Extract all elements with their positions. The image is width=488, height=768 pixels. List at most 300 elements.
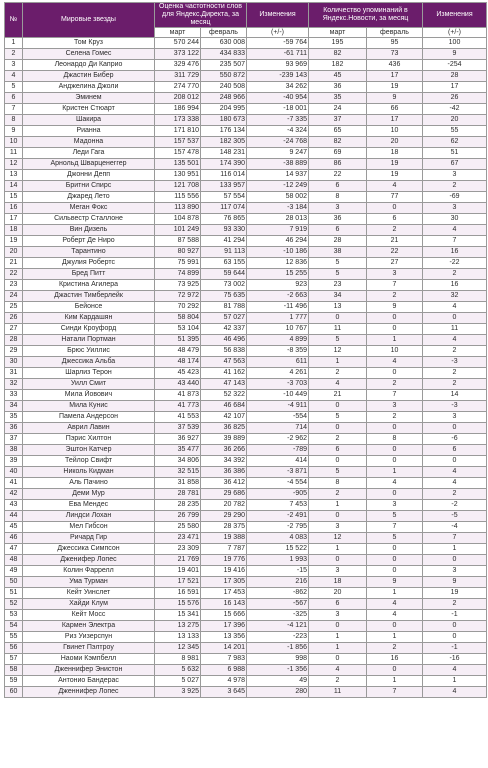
cell-num: 10 (5, 137, 23, 148)
cell-star-name: Джонни Депп (23, 170, 155, 181)
cell-num: 17 (5, 214, 23, 225)
cell-num: 12 (5, 159, 23, 170)
cell-news-march: 22 (309, 170, 367, 181)
cell-num: 47 (5, 544, 23, 555)
cell-direct-march: 130 951 (155, 170, 201, 181)
cell-news-march: 0 (309, 511, 367, 522)
table-row (5, 478, 487, 489)
cell-direct-march: 72 972 (155, 291, 201, 302)
cell-news-february: 4 (367, 599, 423, 610)
cell-news-march: 2 (309, 676, 367, 687)
cell-direct-march: 173 338 (155, 115, 201, 126)
cell-direct-change: 15 255 (247, 269, 309, 280)
cell-news-march: 3 (309, 203, 367, 214)
table-row (5, 247, 487, 258)
cell-star-name: Риз Уизерспун (23, 632, 155, 643)
cell-news-change: -22 (423, 258, 487, 269)
cell-direct-change: 28 013 (247, 214, 309, 225)
cell-num: 56 (5, 643, 23, 654)
table-row (5, 137, 487, 148)
cell-num: 34 (5, 401, 23, 412)
cell-direct-february: 34 392 (201, 456, 247, 467)
cell-direct-march: 87 588 (155, 236, 201, 247)
cell-num: 8 (5, 115, 23, 126)
cell-direct-change: -2 795 (247, 522, 309, 533)
cell-news-february: 5 (367, 533, 423, 544)
cell-news-change: 4 (423, 478, 487, 489)
cell-direct-february: 73 002 (201, 280, 247, 291)
cell-direct-change: -789 (247, 445, 309, 456)
cell-num: 37 (5, 434, 23, 445)
cell-news-change: -2 (423, 500, 487, 511)
cell-direct-february: 6 988 (201, 665, 247, 676)
cell-direct-february: 248 966 (201, 93, 247, 104)
cell-direct-february: 19 388 (201, 533, 247, 544)
cell-star-name: Кейт Уинслет (23, 588, 155, 599)
cell-news-change: 16 (423, 280, 487, 291)
cell-star-name: Том Круз (23, 38, 155, 49)
table-row (5, 423, 487, 434)
cell-news-march: 0 (309, 401, 367, 412)
cell-star-name: Джастин Тимберлейк (23, 291, 155, 302)
cell-star-name: Дженнифер Энистон (23, 665, 155, 676)
cell-news-march: 13 (309, 302, 367, 313)
cell-num: 45 (5, 522, 23, 533)
cell-news-march: 82 (309, 137, 367, 148)
cell-direct-february: 630 008 (201, 38, 247, 49)
cell-num: 31 (5, 368, 23, 379)
cell-news-march: 5 (309, 269, 367, 280)
cell-news-february: 3 (367, 269, 423, 280)
cell-direct-march: 171 810 (155, 126, 201, 137)
cell-direct-march: 25 580 (155, 522, 201, 533)
cell-news-change: 7 (423, 236, 487, 247)
cell-star-name: Джастин Бибер (23, 71, 155, 82)
cell-direct-february: 56 838 (201, 346, 247, 357)
cell-news-change: 67 (423, 159, 487, 170)
cell-direct-change: 4 899 (247, 335, 309, 346)
cell-direct-february: 76 865 (201, 214, 247, 225)
cell-direct-march: 101 249 (155, 225, 201, 236)
cell-num: 9 (5, 126, 23, 137)
cell-direct-february: 182 305 (201, 137, 247, 148)
header-february: февраль (201, 28, 247, 38)
cell-news-march: 65 (309, 126, 367, 137)
cell-direct-change: 7 453 (247, 500, 309, 511)
cell-direct-change: 611 (247, 357, 309, 368)
cell-news-march: 0 (309, 423, 367, 434)
cell-star-name: Ума Турман (23, 577, 155, 588)
cell-num: 29 (5, 346, 23, 357)
cell-direct-february: 14 201 (201, 643, 247, 654)
cell-direct-change: -2 491 (247, 511, 309, 522)
cell-news-march: 11 (309, 687, 367, 698)
cell-news-february: 27 (367, 258, 423, 269)
cell-star-name: Аврил Лавин (23, 423, 155, 434)
cell-news-february: 0 (367, 203, 423, 214)
cell-news-february: 1 (367, 632, 423, 643)
cell-news-february: 22 (367, 247, 423, 258)
cell-num: 41 (5, 478, 23, 489)
cell-news-march: 24 (309, 104, 367, 115)
table-row (5, 313, 487, 324)
cell-news-march: 5 (309, 412, 367, 423)
cell-direct-february: 20 782 (201, 500, 247, 511)
cell-news-february: 0 (367, 555, 423, 566)
cell-news-march: 4 (309, 665, 367, 676)
cell-star-name: Натали Портман (23, 335, 155, 346)
cell-direct-change: 93 969 (247, 60, 309, 71)
cell-star-name: Антонио Бандерас (23, 676, 155, 687)
table-row (5, 577, 487, 588)
cell-star-name: Деми Мур (23, 489, 155, 500)
cell-star-name: Сильвестр Сталлоне (23, 214, 155, 225)
cell-direct-march: 15 576 (155, 599, 201, 610)
cell-news-march: 0 (309, 313, 367, 324)
cell-news-march: 5 (309, 335, 367, 346)
cell-num: 25 (5, 302, 23, 313)
cell-num: 50 (5, 577, 23, 588)
table-row (5, 291, 487, 302)
table-row (5, 379, 487, 390)
cell-news-march: 21 (309, 390, 367, 401)
cell-direct-march: 135 501 (155, 159, 201, 170)
cell-news-change: 4 (423, 467, 487, 478)
cell-news-change: 0 (423, 313, 487, 324)
cell-num: 2 (5, 49, 23, 60)
cell-direct-march: 5 632 (155, 665, 201, 676)
cell-direct-february: 117 074 (201, 203, 247, 214)
cell-news-february: 4 (367, 357, 423, 368)
cell-direct-march: 53 104 (155, 324, 201, 335)
cell-star-name: Бред Питт (23, 269, 155, 280)
cell-num: 57 (5, 654, 23, 665)
cell-news-march: 3 (309, 610, 367, 621)
cell-direct-change: -4 911 (247, 401, 309, 412)
cell-num: 58 (5, 665, 23, 676)
cell-star-name: Джессика Альба (23, 357, 155, 368)
cell-num: 43 (5, 500, 23, 511)
cell-news-change: 9 (423, 49, 487, 60)
cell-news-march: 1 (309, 357, 367, 368)
cell-news-change: 2 (423, 181, 487, 192)
cell-direct-change: 58 002 (247, 192, 309, 203)
cell-direct-change: -8 359 (247, 346, 309, 357)
cell-news-march: 8 (309, 478, 367, 489)
cell-news-change: 4 (423, 687, 487, 698)
cell-num: 33 (5, 390, 23, 401)
cell-direct-february: 19 776 (201, 555, 247, 566)
cell-direct-february: 47 563 (201, 357, 247, 368)
cell-num: 39 (5, 456, 23, 467)
cell-num: 15 (5, 192, 23, 203)
cell-direct-change: 7 919 (247, 225, 309, 236)
cell-news-march: 34 (309, 291, 367, 302)
cell-direct-march: 17 521 (155, 577, 201, 588)
cell-direct-march: 13 133 (155, 632, 201, 643)
cell-star-name: Леди Гага (23, 148, 155, 159)
cell-news-change: 2 (423, 599, 487, 610)
header-num: № (5, 3, 23, 38)
cell-star-name: Рианна (23, 126, 155, 137)
table-row (5, 148, 487, 159)
cell-news-change: 30 (423, 214, 487, 225)
cell-direct-february: 81 788 (201, 302, 247, 313)
cell-direct-change: 998 (247, 654, 309, 665)
cell-star-name: Дженифер Лопес (23, 555, 155, 566)
cell-direct-march: 208 012 (155, 93, 201, 104)
cell-direct-change: -11 496 (247, 302, 309, 313)
cell-news-march: 28 (309, 236, 367, 247)
cell-direct-change: -239 143 (247, 71, 309, 82)
cell-direct-march: 26 799 (155, 511, 201, 522)
table-row (5, 456, 487, 467)
cell-news-february: 16 (367, 654, 423, 665)
cell-news-march: 3 (309, 522, 367, 533)
cell-news-february: 1 (367, 335, 423, 346)
cell-star-name: Ричард Гир (23, 533, 155, 544)
cell-direct-change: -10 449 (247, 390, 309, 401)
cell-direct-change: -325 (247, 610, 309, 621)
cell-news-february: 2 (367, 412, 423, 423)
cell-news-march: 182 (309, 60, 367, 71)
cell-star-name: Меган Фокс (23, 203, 155, 214)
cell-news-february: 0 (367, 445, 423, 456)
cell-news-march: 1 (309, 500, 367, 511)
cell-direct-february: 19 416 (201, 566, 247, 577)
cell-news-march: 23 (309, 280, 367, 291)
cell-direct-change: -4 554 (247, 478, 309, 489)
cell-direct-march: 34 806 (155, 456, 201, 467)
cell-news-february: 19 (367, 82, 423, 93)
cell-news-change: -6 (423, 434, 487, 445)
cell-news-change: 14 (423, 390, 487, 401)
table-row (5, 687, 487, 698)
cell-num: 52 (5, 599, 23, 610)
cell-direct-february: 29 686 (201, 489, 247, 500)
table-row (5, 599, 487, 610)
cell-direct-february: 7 983 (201, 654, 247, 665)
cell-num: 54 (5, 621, 23, 632)
cell-news-march: 12 (309, 346, 367, 357)
cell-num: 20 (5, 247, 23, 258)
cell-news-march: 11 (309, 324, 367, 335)
cell-direct-march: 43 440 (155, 379, 201, 390)
table-row (5, 555, 487, 566)
cell-news-february: 9 (367, 302, 423, 313)
header-yandex-news: Количество упоминаний в Яндекс.Новости, за месяц (309, 3, 423, 28)
cell-num: 30 (5, 357, 23, 368)
cell-news-february: 8 (367, 434, 423, 445)
table-row (5, 214, 487, 225)
cell-news-march: 6 (309, 599, 367, 610)
cell-star-name: Арнольд Шварценеггер (23, 159, 155, 170)
table-row (5, 302, 487, 313)
cell-num: 38 (5, 445, 23, 456)
cell-direct-march: 45 423 (155, 368, 201, 379)
cell-star-name: Пэрис Хилтон (23, 434, 155, 445)
cell-news-change: 26 (423, 93, 487, 104)
cell-star-name: Джессика Симпсон (23, 544, 155, 555)
cell-news-change: 3 (423, 566, 487, 577)
cell-star-name: Кейт Мосс (23, 610, 155, 621)
cell-news-change: -3 (423, 401, 487, 412)
cell-news-march: 0 (309, 555, 367, 566)
cell-news-march: 36 (309, 82, 367, 93)
cell-direct-change: -4 121 (247, 621, 309, 632)
cell-num: 32 (5, 379, 23, 390)
cell-direct-february: 36 825 (201, 423, 247, 434)
cell-news-change: 2 (423, 368, 487, 379)
cell-news-february: 2 (367, 225, 423, 236)
cell-news-change: 62 (423, 137, 487, 148)
cell-direct-change: 923 (247, 280, 309, 291)
header-stars: Мировые звезды (23, 3, 155, 38)
cell-direct-march: 48 174 (155, 357, 201, 368)
cell-star-name: Мила Йовович (23, 390, 155, 401)
cell-news-change: -5 (423, 511, 487, 522)
cell-direct-february: 52 322 (201, 390, 247, 401)
cell-star-name: Кристен Стюарт (23, 104, 155, 115)
table-row (5, 49, 487, 60)
cell-news-march: 6 (309, 225, 367, 236)
cell-direct-march: 311 729 (155, 71, 201, 82)
cell-star-name: Линдси Лохан (23, 511, 155, 522)
cell-direct-march: 21 769 (155, 555, 201, 566)
cell-direct-march: 15 341 (155, 610, 201, 621)
cell-direct-february: 75 635 (201, 291, 247, 302)
cell-direct-march: 3 925 (155, 687, 201, 698)
cell-star-name: Эминем (23, 93, 155, 104)
cell-direct-change: -2 962 (247, 434, 309, 445)
cell-num: 19 (5, 236, 23, 247)
cell-direct-change: 15 522 (247, 544, 309, 555)
cell-direct-change: 4 261 (247, 368, 309, 379)
cell-news-change: 20 (423, 115, 487, 126)
cell-news-february: 2 (367, 643, 423, 654)
cell-news-february: 5 (367, 511, 423, 522)
cell-news-march: 1 (309, 643, 367, 654)
cell-star-name: Хайди Клум (23, 599, 155, 610)
cell-direct-march: 58 804 (155, 313, 201, 324)
cell-news-change: 0 (423, 621, 487, 632)
cell-news-february: 0 (367, 544, 423, 555)
cell-news-february: 0 (367, 423, 423, 434)
cell-direct-february: 16 143 (201, 599, 247, 610)
table-row (5, 159, 487, 170)
cell-direct-march: 37 539 (155, 423, 201, 434)
cell-direct-february: 29 290 (201, 511, 247, 522)
cell-news-change: 3 (423, 203, 487, 214)
cell-news-february: 7 (367, 687, 423, 698)
cell-direct-february: 116 014 (201, 170, 247, 181)
cell-direct-change: -10 186 (247, 247, 309, 258)
cell-num: 13 (5, 170, 23, 181)
table-row (5, 610, 487, 621)
table-row (5, 203, 487, 214)
table-row (5, 104, 487, 115)
cell-star-name: Тарантино (23, 247, 155, 258)
cell-news-march: 35 (309, 93, 367, 104)
cell-direct-march: 19 401 (155, 566, 201, 577)
cell-direct-march: 73 925 (155, 280, 201, 291)
cell-direct-change: -7 335 (247, 115, 309, 126)
cell-news-february: 3 (367, 401, 423, 412)
cell-direct-february: 39 889 (201, 434, 247, 445)
cell-num: 40 (5, 467, 23, 478)
cell-news-february: 95 (367, 38, 423, 49)
cell-direct-change: -223 (247, 632, 309, 643)
cell-direct-february: 41 162 (201, 368, 247, 379)
header-sign-2: (+/-) (423, 28, 487, 38)
cell-direct-february: 17 396 (201, 621, 247, 632)
cell-news-february: 9 (367, 93, 423, 104)
cell-direct-february: 15 666 (201, 610, 247, 621)
cell-direct-change: 4 083 (247, 533, 309, 544)
table-row (5, 676, 487, 687)
cell-direct-february: 240 508 (201, 82, 247, 93)
table-row (5, 93, 487, 104)
cell-news-change: 6 (423, 445, 487, 456)
cell-num: 26 (5, 313, 23, 324)
cell-news-change: 11 (423, 324, 487, 335)
cell-direct-march: 113 890 (155, 203, 201, 214)
cell-num: 48 (5, 555, 23, 566)
cell-star-name: Уилл Смит (23, 379, 155, 390)
cell-news-february: 0 (367, 566, 423, 577)
cell-direct-february: 176 134 (201, 126, 247, 137)
cell-news-march: 36 (309, 214, 367, 225)
cell-direct-february: 28 375 (201, 522, 247, 533)
cell-news-march: 86 (309, 159, 367, 170)
cell-direct-march: 51 395 (155, 335, 201, 346)
cell-star-name: Шакира (23, 115, 155, 126)
cell-direct-february: 133 957 (201, 181, 247, 192)
table-row (5, 82, 487, 93)
cell-direct-march: 70 292 (155, 302, 201, 313)
cell-news-march: 1 (309, 632, 367, 643)
cell-direct-change: -3 703 (247, 379, 309, 390)
cell-num: 27 (5, 324, 23, 335)
table-row (5, 522, 487, 533)
cell-direct-february: 174 390 (201, 159, 247, 170)
header-changes-2: Изменения (423, 3, 487, 28)
cell-direct-march: 41 873 (155, 390, 201, 401)
cell-news-march: 18 (309, 577, 367, 588)
cell-star-name: Памела Андерсон (23, 412, 155, 423)
cell-news-change: -16 (423, 654, 487, 665)
cell-direct-february: 3 645 (201, 687, 247, 698)
cell-news-february: 0 (367, 489, 423, 500)
cell-direct-february: 93 330 (201, 225, 247, 236)
cell-news-march: 12 (309, 533, 367, 544)
cell-news-february: 1 (367, 467, 423, 478)
cell-news-march: 0 (309, 654, 367, 665)
cell-direct-march: 12 345 (155, 643, 201, 654)
cell-direct-february: 47 143 (201, 379, 247, 390)
cell-num: 3 (5, 60, 23, 71)
cell-news-march: 6 (309, 445, 367, 456)
cell-news-march: 37 (309, 115, 367, 126)
cell-direct-change: -3 184 (247, 203, 309, 214)
cell-direct-change: 49 (247, 676, 309, 687)
cell-news-february: 4 (367, 610, 423, 621)
table-row (5, 533, 487, 544)
cell-direct-march: 157 537 (155, 137, 201, 148)
cell-direct-february: 42 337 (201, 324, 247, 335)
cell-news-march: 45 (309, 71, 367, 82)
cell-news-march: 2 (309, 368, 367, 379)
